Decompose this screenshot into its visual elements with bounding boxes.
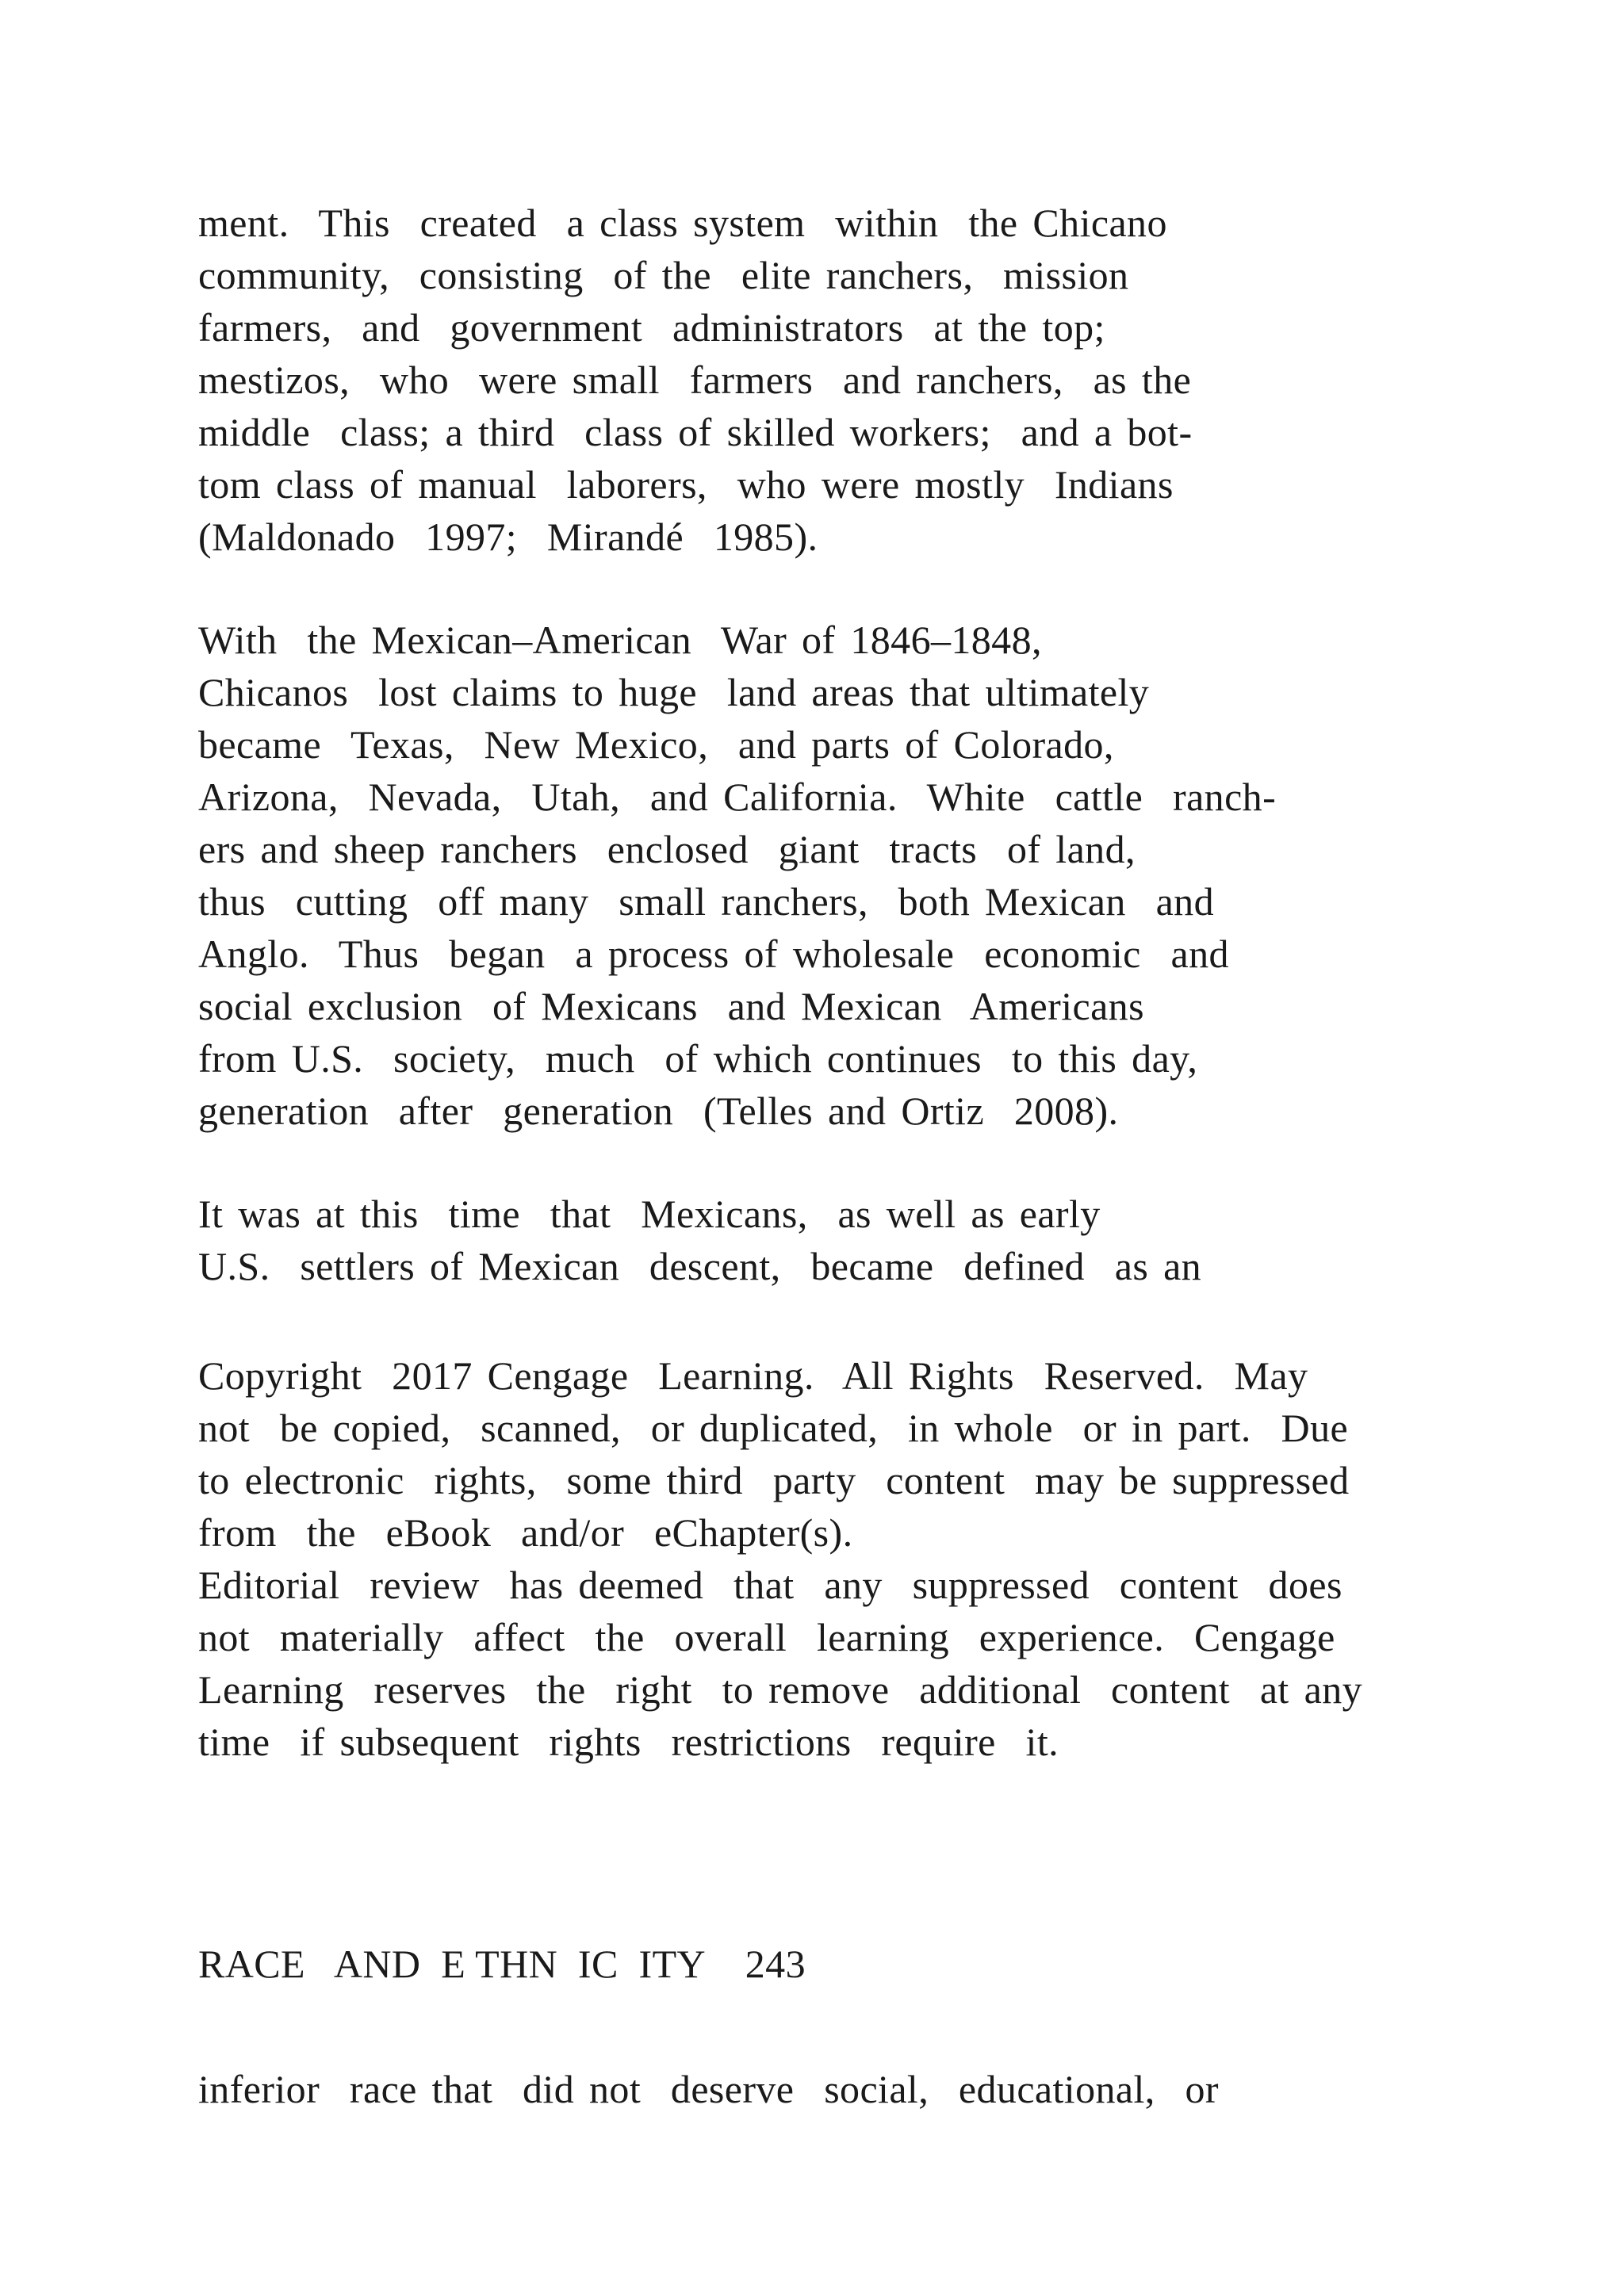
page-number: 243 (745, 1942, 806, 1986)
running-head-title: RACE AND E THN IC ITY (198, 1942, 705, 1986)
text-line: (Maldonado 1997; Mirandé 1985). (198, 515, 818, 559)
text-line: generation after generation (Telles and Ortiz 2008). (198, 1089, 1119, 1133)
copyright-line: from the eBook and/or eChapter(s). (198, 1510, 853, 1555)
copyright-line: Learning reserves the right to remove additional content at any (198, 1667, 1362, 1712)
text-line: farmers, and government administrators at the top; (198, 305, 1105, 350)
running-head (198, 1938, 1483, 1990)
running-head-separator (704, 1942, 745, 1986)
text-line: from U.S. society, much of which continues to this day, (198, 1036, 1198, 1081)
copyright-line: to electronic rights, some third party content may be suppressed (198, 1458, 1350, 1502)
text-line: ment. This created a class system within the Chicano (198, 201, 1167, 245)
paragraph-class-system (198, 197, 1483, 563)
copyright-line: not materially affect the overall learning experience. Cengage (198, 1615, 1335, 1659)
text-line: community, consisting of the elite ranchers, mission (198, 253, 1129, 297)
paragraph-defined-inferior (198, 1188, 1483, 1292)
text-line: became Texas, New Mexico, and parts of Colorado, (198, 722, 1114, 767)
text-line: middle class; a third class of skilled workers; and a bot- (198, 410, 1193, 454)
section-spacer (198, 1768, 1483, 1938)
text-line: ers and sheep ranchers enclosed giant tracts of land, (198, 827, 1136, 871)
text-line: U.S. settlers of Mexican descent, became defined as an (198, 1244, 1202, 1288)
paragraph-spacer (198, 563, 1483, 614)
copyright-line: not be copied, scanned, or duplicated, in whole or in part. Due (198, 1406, 1349, 1450)
paragraph-continuation (198, 2063, 1483, 2115)
section-spacer (198, 1990, 1483, 2063)
copyright-line: Editorial review has deemed that any suppressed content does (198, 1563, 1342, 1607)
text-line: With the Mexican–American War of 1846–1848, (198, 618, 1042, 662)
paragraph-spacer (198, 1292, 1483, 1349)
copyright-line: Copyright 2017 Cengage Learning. All Rights Reserved. May (198, 1353, 1308, 1398)
text-line: inferior race that did not deserve social, educational, or (198, 2067, 1219, 2111)
text-line: Arizona, Nevada, Utah, and California. White cattle ranch- (198, 775, 1277, 819)
page-body (198, 197, 1483, 2115)
copyright-line: time if subsequent rights restrictions require it. (198, 1720, 1059, 1764)
text-line: social exclusion of Mexicans and Mexican Americans (198, 984, 1144, 1028)
copyright-notice (198, 1349, 1483, 1768)
text-line: mestizos, who were small farmers and ranchers, as the (198, 358, 1192, 402)
text-line: tom class of manual laborers, who were mostly Indians (198, 462, 1174, 507)
text-line: thus cutting off many small ranchers, both Mexican and (198, 879, 1214, 924)
paragraph-spacer (198, 1137, 1483, 1188)
paragraph-mexican-american-war (198, 614, 1483, 1137)
text-line: It was at this time that Mexicans, as well as early (198, 1192, 1101, 1236)
text-line: Anglo. Thus began a process of wholesale economic and (198, 932, 1229, 976)
text-line: Chicanos lost claims to huge land areas that ultimately (198, 670, 1150, 714)
